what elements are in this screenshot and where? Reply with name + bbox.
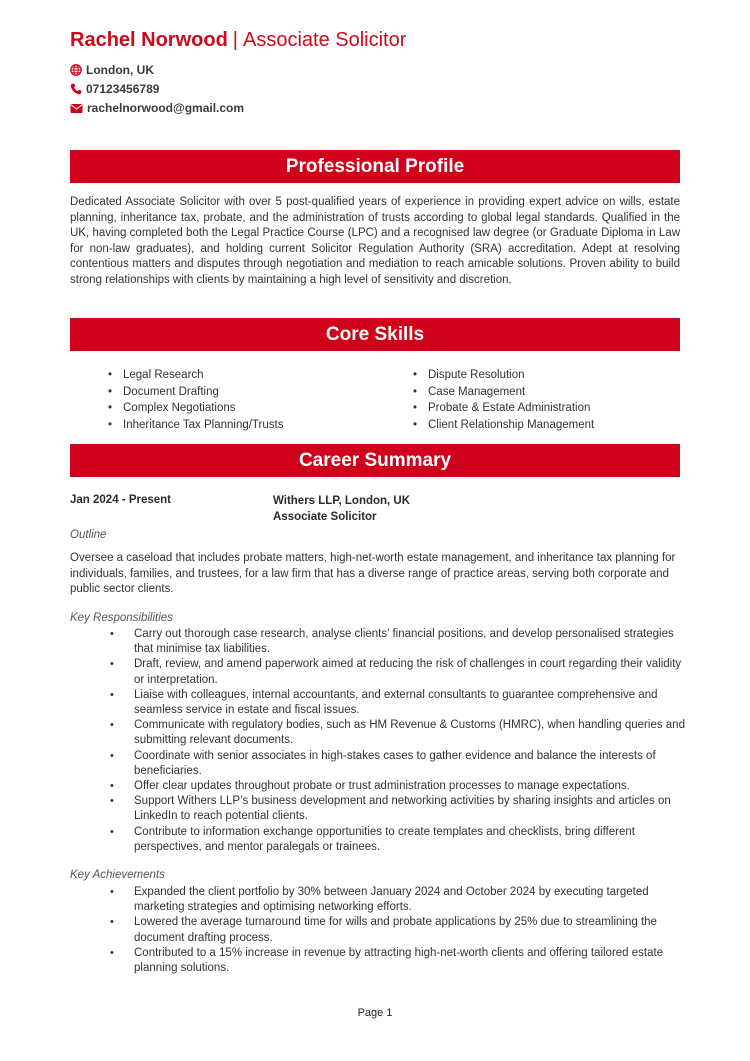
responsibility-item: • Liaise with colleagues, internal accountants, and external consultants to guarantee comprehensive and seamless service in estate and fiscal issues. bbox=[110, 688, 685, 718]
section-heading-profile: Professional Profile bbox=[70, 150, 680, 183]
skills-list bbox=[108, 367, 668, 433]
phone-text: 07123456789 bbox=[86, 82, 160, 96]
contact-location bbox=[70, 63, 154, 77]
job-title: Associate Solicitor bbox=[243, 29, 407, 51]
section-heading-career: Career Summary bbox=[70, 444, 680, 477]
achievement-item: • Lowered the average turnaround time for wills and probate applications by 25% due to streamlining the document drafting process. bbox=[110, 915, 685, 945]
skill-item: • Inheritance Tax Planning/Trusts bbox=[108, 417, 413, 434]
contact-phone bbox=[70, 82, 159, 96]
role-title: Associate Solicitor bbox=[273, 510, 377, 523]
responsibilities-label: Key Responsibilities bbox=[70, 612, 173, 624]
responsibility-item: • Communicate with regulatory bodies, such as HM Revenue & Customs (HMRC), when handling queries and submitting relevant documents. bbox=[110, 718, 685, 748]
globe-icon bbox=[70, 64, 82, 76]
contact-email bbox=[70, 101, 244, 115]
achievement-item: • Contributed to a 15% increase in revenue by attracting high-net-worth clients and offering tailored estate planning solutions. bbox=[110, 946, 685, 976]
responsibility-item: • Offer clear updates throughout probate or trust administration processes to manage expectations. bbox=[110, 779, 685, 794]
profile-text: Dedicated Associate Solicitor with over 5 post-qualified years of experience in providing expert advice on wills, estate planning, inheritance tax, probate, and the administration of trusts according to global legal standards. Qualified in the UK, having completed both the Legal Practice Course (LPC) and a recognised law degree (or Graduate Diploma in Law for non-law graduates), and holding current Solicitor Regulation Authority (SRA) accreditation. Adept at resolving contentious matters and disputes through negotiation and mediation to reach amicable solutions. Proven ability to build strong relationships with clients by maintaining a high level of sensitivity and discretion. bbox=[70, 196, 680, 286]
achievement-item: • Expanded the client portfolio by 30% between January 2024 and October 2024 by executing targeted marketing strategies and optimising networking efforts. bbox=[110, 885, 685, 915]
job-dates: Jan 2024 - Present bbox=[70, 494, 172, 506]
achievements-label: Key Achievements bbox=[70, 869, 165, 881]
section-heading-skills: Core Skills bbox=[70, 318, 680, 351]
skill-item: • Client Relationship Management bbox=[413, 417, 668, 434]
responsibility-item: • Contribute to information exchange opportunities to create templates and checklists, bring different perspectives, and mentor paralegals or trainees. bbox=[110, 825, 685, 855]
achievements-list bbox=[110, 885, 685, 976]
responsibility-item: • Draft, review, and amend paperwork aimed at reducing the risk of challenges in court regarding their validity or interpretation. bbox=[110, 657, 685, 687]
job-employer-block bbox=[273, 494, 410, 525]
responsibility-item: • Support Withers LLP’s business development and networking activities by sharing insights and articles on LinkedIn to reach potential clients. bbox=[110, 794, 685, 824]
skill-item: • Complex Negotiations bbox=[108, 400, 413, 417]
title-separator: | bbox=[232, 29, 238, 51]
name-title-line bbox=[70, 28, 406, 52]
responsibilities-list bbox=[110, 627, 685, 855]
skill-item: • Case Management bbox=[413, 384, 668, 401]
outline-label: Outline bbox=[70, 529, 107, 541]
email-link[interactable]: rachelnorwood@gmail.com bbox=[87, 101, 245, 115]
employer-name: Withers LLP, London, UK bbox=[273, 495, 411, 507]
skill-item: • Legal Research bbox=[108, 367, 413, 384]
location-text: London, UK bbox=[86, 63, 154, 77]
outline-text: Oversee a caseload that includes probate matters, high-net-worth estate management, and inheritance tax planning for individuals, families, and trustees, for a law firm that has a diverse range of practice areas, serving both corporate and public sector clients. bbox=[70, 552, 676, 595]
skill-item: • Document Drafting bbox=[108, 384, 413, 401]
envelope-icon bbox=[70, 103, 83, 114]
phone-icon bbox=[70, 83, 82, 95]
responsibility-item: • Coordinate with senior associates in high-stakes cases to gather evidence and balance the interests of beneficiaries. bbox=[110, 749, 685, 779]
skill-item: • Probate & Estate Administration bbox=[413, 400, 668, 417]
skill-item: • Dispute Resolution bbox=[413, 367, 668, 384]
candidate-name: Rachel Norwood bbox=[70, 29, 228, 51]
responsibility-item: • Carry out thorough case research, analyse clients’ financial positions, and develop personalised strategies that minimise tax liabilities. bbox=[110, 627, 685, 657]
page-number: Page 1 bbox=[357, 1007, 393, 1019]
